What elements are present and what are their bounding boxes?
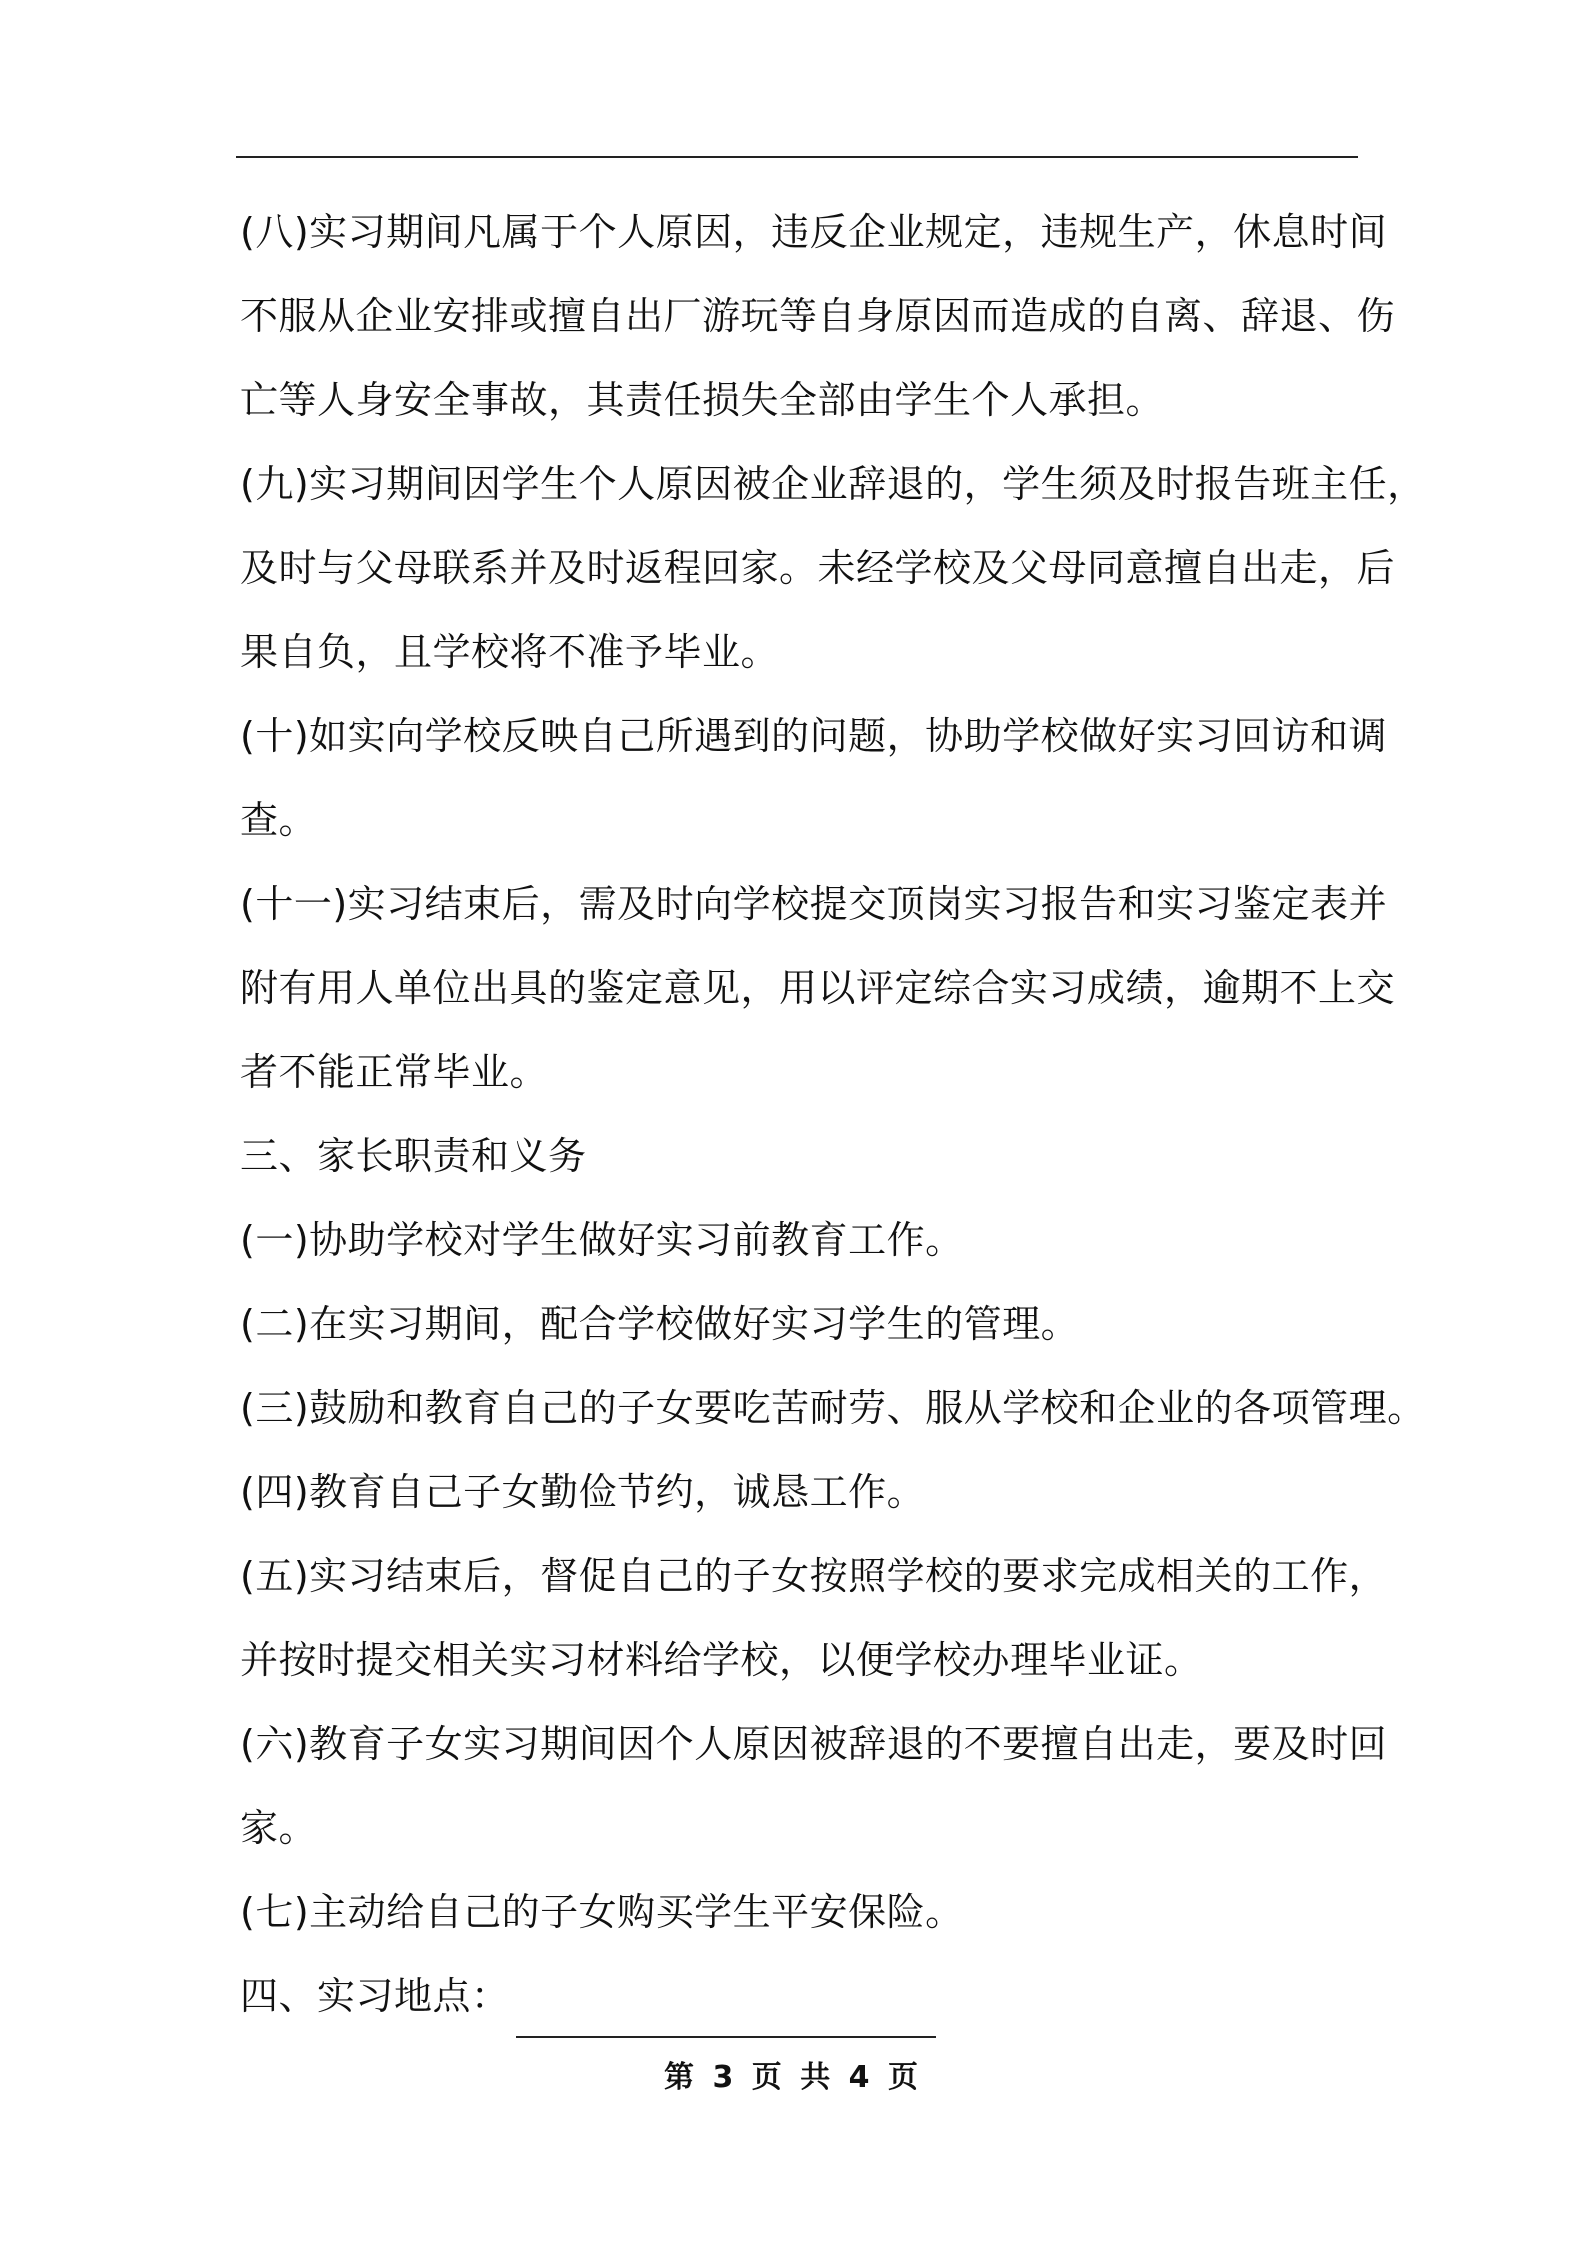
paragraph-line: 并按时提交相关实习材料给学校，以便学校办理毕业证。 bbox=[240, 1638, 1203, 1682]
paragraph-line: (七)主动给自己的子女购买学生平安保险。 bbox=[240, 1890, 964, 1934]
paragraph-line: 及时与父母联系并及时返程回家。未经学校及父母同意擅自出走，后 bbox=[240, 546, 1396, 590]
paragraph-line: (四)教育自己子女勤俭节约，诚恳工作。 bbox=[240, 1470, 926, 1514]
paragraph-line: (九)实习期间因学生个人原因被企业辞退的，学生须及时报告班主任， bbox=[240, 462, 1426, 506]
paragraph-line: 不服从企业安排或擅自出厂游玩等自身原因而造成的自离、辞退、伤 bbox=[240, 294, 1396, 338]
paragraph-line: 附有用人单位出具的鉴定意见，用以评定综合实习成绩，逾期不上交 bbox=[240, 966, 1396, 1010]
header-divider bbox=[236, 156, 1358, 158]
document-body bbox=[240, 190, 1426, 2038]
location-blank-field[interactable] bbox=[516, 1978, 936, 2038]
location-line bbox=[240, 1954, 1380, 2038]
paragraph-line: 家。 bbox=[240, 1806, 318, 1850]
paragraph-line: (二)在实习期间，配合学校做好实习学生的管理。 bbox=[240, 1302, 1080, 1346]
paragraph-line: (十一)实习结束后，需及时向学校提交顶岗实习报告和实习鉴定表并 bbox=[240, 882, 1388, 926]
paragraph-line: (三)鼓励和教育自己的子女要吃苦耐劳、服从学校和企业的各项管理。 bbox=[240, 1386, 1426, 1430]
paragraph-line: (一)协助学校对学生做好实习前教育工作。 bbox=[240, 1218, 964, 1262]
paragraph-line: (六)教育子女实习期间因个人原因被辞退的不要擅自出走，要及时回 bbox=[240, 1722, 1388, 1766]
section-heading: 三、家长职责和义务 bbox=[240, 1134, 587, 1178]
page-indicator: 第 3 页 共 4 页 bbox=[664, 2060, 922, 2095]
location-label: 四、实习地点： bbox=[240, 1974, 510, 2018]
paragraph-line: 果自负，且学校将不准予毕业。 bbox=[240, 630, 780, 674]
paragraph-line: 查。 bbox=[240, 798, 318, 842]
paragraph-line: (八)实习期间凡属于个人原因，违反企业规定，违规生产，休息时间 bbox=[240, 210, 1388, 254]
paragraph-line: (五)实习结束后，督促自己的子女按照学校的要求完成相关的工作， bbox=[240, 1554, 1388, 1598]
paragraph-line: 者不能正常毕业。 bbox=[240, 1050, 549, 1094]
paragraph-line: 亡等人身安全事故，其责任损失全部由学生个人承担。 bbox=[240, 378, 1165, 422]
paragraph-line: (十)如实向学校反映自己所遇到的问题，协助学校做好实习回访和调 bbox=[240, 714, 1388, 758]
